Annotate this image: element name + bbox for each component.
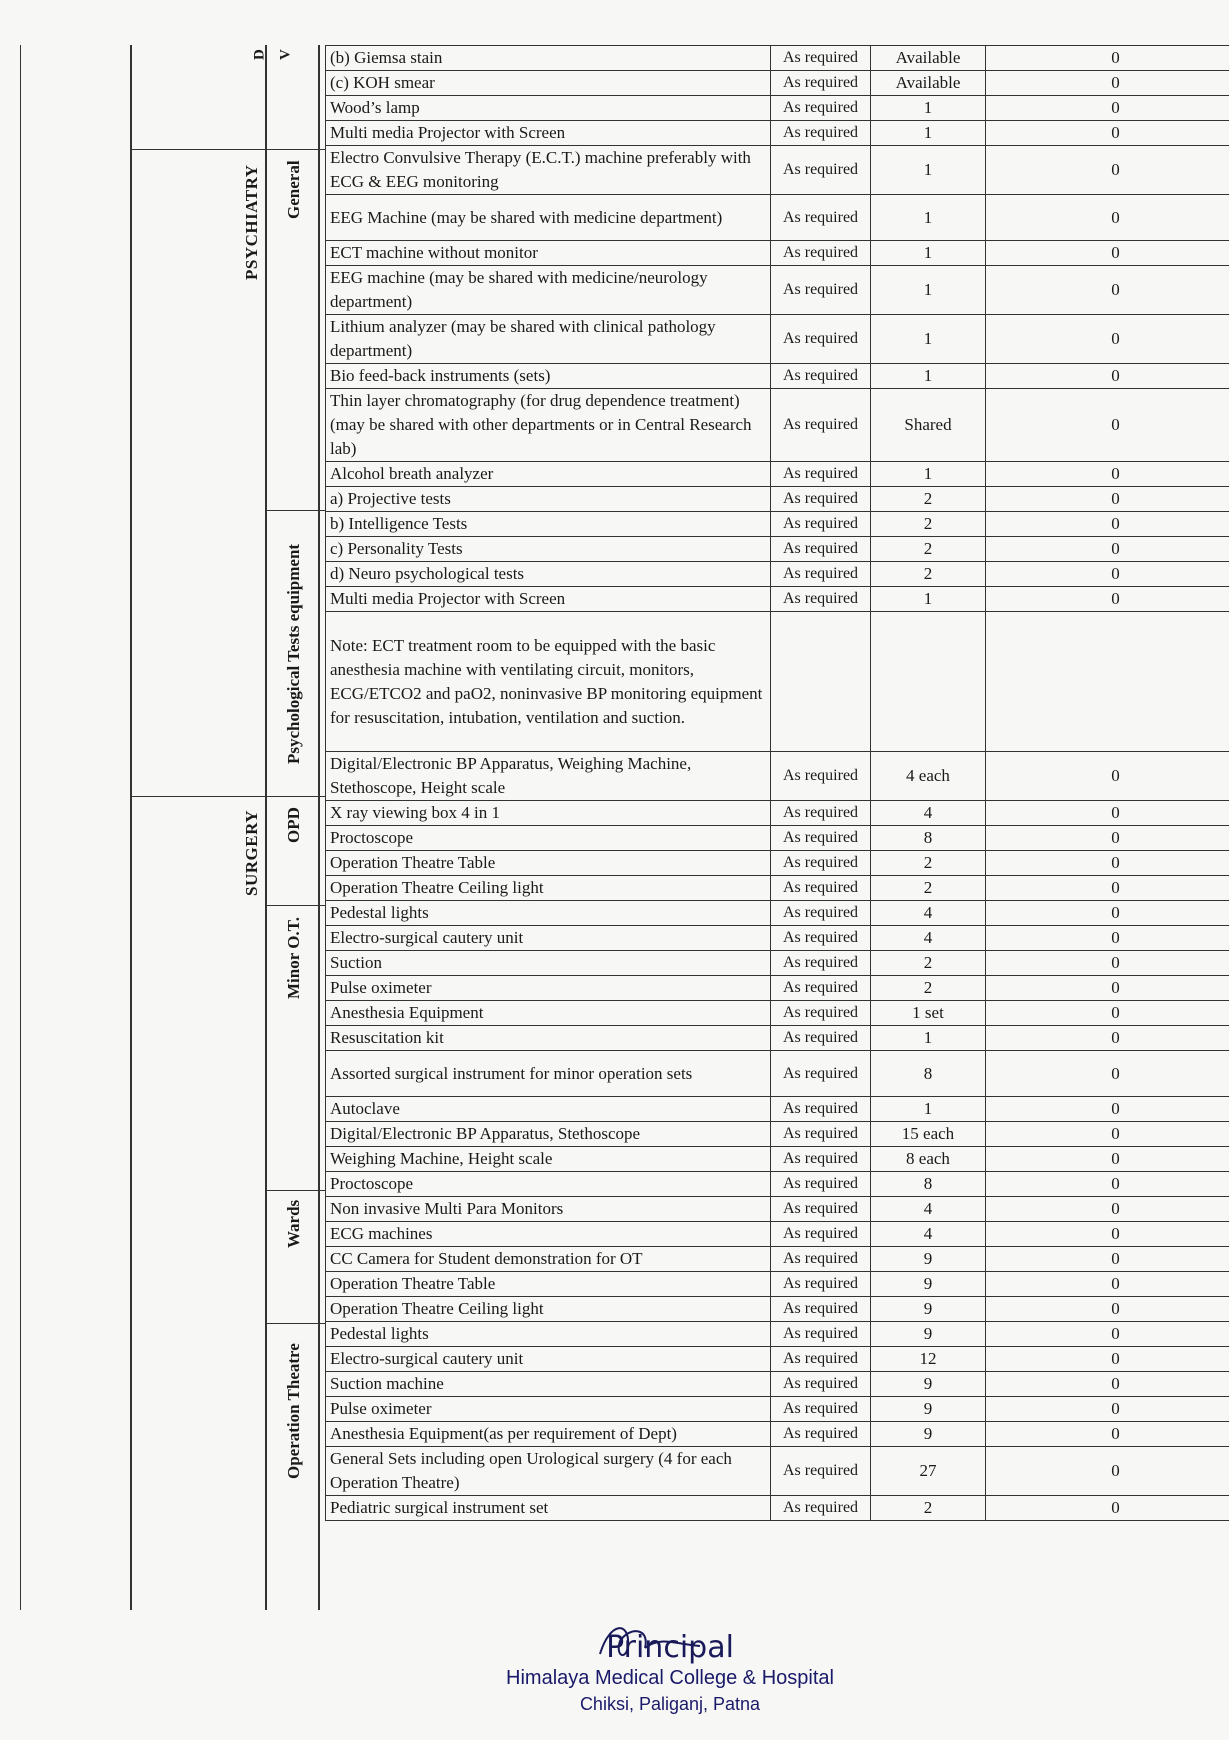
count-cell: 0: [986, 1247, 1229, 1272]
item-cell: Proctoscope: [326, 1172, 771, 1197]
section-label-ot: Operation Theatre: [284, 1343, 303, 1479]
item-cell: Digital/Electronic BP Apparatus, Weighing Machine, Stethoscope, Height scale: [326, 752, 771, 801]
item-cell: Assorted surgical instrument for minor operation sets: [326, 1051, 771, 1097]
table-row: [326, 1051, 1229, 1097]
available-cell: 4: [871, 1197, 986, 1222]
available-cell: 2: [871, 976, 986, 1001]
item-cell: Pulse oximeter: [326, 1397, 771, 1422]
count-cell: 0: [986, 537, 1229, 562]
available-cell: 1: [871, 121, 986, 146]
item-cell: Anesthesia Equipment(as per requirement of Dept): [326, 1422, 771, 1447]
count-cell: 0: [986, 587, 1229, 612]
available-cell: 2: [871, 1496, 986, 1521]
table-row: [326, 195, 1229, 241]
available-cell: 8 each: [871, 1147, 986, 1172]
dept-label-surgery: SURGERY: [242, 809, 261, 897]
required-cell: As required: [771, 826, 871, 851]
available-cell: 1 set: [871, 1001, 986, 1026]
available-cell: 1: [871, 587, 986, 612]
table-row: [326, 1322, 1229, 1347]
table-row: [326, 46, 1229, 71]
item-cell: Operation Theatre Ceiling light: [326, 1297, 771, 1322]
item-cell: Multi media Projector with Screen: [326, 121, 771, 146]
item-cell: Lithium analyzer (may be shared with clinical pathology department): [326, 315, 771, 364]
item-cell: Thin layer chromatography (for drug dependence treatment) (may be shared with other departments or in Central Research lab): [326, 389, 771, 462]
available-cell: 2: [871, 487, 986, 512]
available-cell: 1: [871, 364, 986, 389]
item-cell: Multi media Projector with Screen: [326, 587, 771, 612]
required-cell: As required: [771, 266, 871, 315]
equipment-table: [325, 45, 1229, 1521]
count-cell: 0: [986, 121, 1229, 146]
required-cell: As required: [771, 1297, 871, 1322]
required-cell: As required: [771, 1422, 871, 1447]
table-row: [326, 71, 1229, 96]
item-cell: Suction: [326, 951, 771, 976]
separator-psychiatry-surgery: [130, 796, 325, 797]
table-row: [326, 241, 1229, 266]
required-cell: As required: [771, 389, 871, 462]
section-label-opd: OPD: [284, 807, 303, 843]
available-cell: 4: [871, 926, 986, 951]
required-cell: As required: [771, 512, 871, 537]
table-row: [326, 851, 1229, 876]
item-cell: Electro-surgical cautery unit: [326, 1347, 771, 1372]
count-cell: 0: [986, 146, 1229, 195]
item-cell: a) Projective tests: [326, 487, 771, 512]
table-row: [326, 315, 1229, 364]
required-cell: As required: [771, 462, 871, 487]
table-row: [326, 1496, 1229, 1521]
item-cell: Pedestal lights: [326, 901, 771, 926]
available-cell: 2: [871, 951, 986, 976]
table-row: [326, 976, 1229, 1001]
separator-wards-ot: [265, 1323, 325, 1324]
count-cell: 0: [986, 801, 1229, 826]
dept-label-d: D: [251, 49, 268, 61]
table-row: [326, 1147, 1229, 1172]
item-cell: b) Intelligence Tests: [326, 512, 771, 537]
count-cell: 0: [986, 926, 1229, 951]
item-cell: Suction machine: [326, 1372, 771, 1397]
item-cell: Note: ECT treatment room to be equipped with the basic anesthesia machine with ventilating circuit, monitors, ECG/ETCO2 and paO2, noninvasive BP monitoring equipment for resuscitation, intubation, ventilation and suction.: [326, 612, 771, 752]
available-cell: 1: [871, 96, 986, 121]
available-cell: 9: [871, 1297, 986, 1322]
margin-line: [20, 45, 21, 1610]
available-cell: 12: [871, 1347, 986, 1372]
item-cell: EEG Machine (may be shared with medicine department): [326, 195, 771, 241]
required-cell: As required: [771, 487, 871, 512]
count-cell: 0: [986, 364, 1229, 389]
required-cell: As required: [771, 901, 871, 926]
equipment-rows: [326, 46, 1229, 1521]
table-row: [326, 1197, 1229, 1222]
item-cell: EEG machine (may be shared with medicine/neurology department): [326, 266, 771, 315]
count-cell: 0: [986, 96, 1229, 121]
item-cell: X ray viewing box 4 in 1: [326, 801, 771, 826]
dept-label-v: V: [277, 49, 294, 61]
available-cell: 9: [871, 1372, 986, 1397]
available-cell: 1: [871, 146, 986, 195]
count-cell: 0: [986, 71, 1229, 96]
table-row: [326, 487, 1229, 512]
table-row: [326, 1397, 1229, 1422]
item-cell: (c) KOH smear: [326, 71, 771, 96]
table-row: [326, 364, 1229, 389]
available-cell: Shared: [871, 389, 986, 462]
department-column-divider: [265, 45, 267, 1610]
principal-stamp: [470, 1630, 870, 1715]
table-row: [326, 1447, 1229, 1496]
available-cell: 15 each: [871, 1122, 986, 1147]
count-cell: [986, 612, 1229, 752]
required-cell: As required: [771, 1097, 871, 1122]
section-label-general: General: [284, 160, 303, 219]
count-cell: 0: [986, 1172, 1229, 1197]
table-left-border: [130, 45, 132, 1610]
section-label-minor-ot: Minor O.T.: [284, 917, 303, 1000]
available-cell: 2: [871, 537, 986, 562]
required-cell: As required: [771, 1147, 871, 1172]
table-row: [326, 1097, 1229, 1122]
required-cell: As required: [771, 926, 871, 951]
table-row: [326, 512, 1229, 537]
table-row: [326, 1001, 1229, 1026]
item-cell: Operation Theatre Table: [326, 851, 771, 876]
required-cell: As required: [771, 1197, 871, 1222]
available-cell: 27: [871, 1447, 986, 1496]
count-cell: 0: [986, 389, 1229, 462]
principal-signature: [470, 1630, 870, 1665]
available-cell: 1: [871, 266, 986, 315]
count-cell: 0: [986, 46, 1229, 71]
required-cell: As required: [771, 752, 871, 801]
required-cell: As required: [771, 1447, 871, 1496]
table-row: [326, 1247, 1229, 1272]
available-cell: 1: [871, 195, 986, 241]
table-row: [326, 1297, 1229, 1322]
available-cell: 2: [871, 851, 986, 876]
required-cell: As required: [771, 315, 871, 364]
table-row: [326, 537, 1229, 562]
separator-minorot-wards: [265, 1190, 325, 1191]
required-cell: As required: [771, 1247, 871, 1272]
table-row: [326, 1272, 1229, 1297]
item-cell: (b) Giemsa stain: [326, 46, 771, 71]
count-cell: 0: [986, 951, 1229, 976]
table-row: [326, 562, 1229, 587]
required-cell: As required: [771, 1172, 871, 1197]
section-label-wards: Wards: [284, 1199, 303, 1249]
available-cell: 4: [871, 801, 986, 826]
required-cell: As required: [771, 1272, 871, 1297]
item-cell: Wood’s lamp: [326, 96, 771, 121]
required-cell: As required: [771, 1347, 871, 1372]
table-row: [326, 1372, 1229, 1397]
table-row: [326, 266, 1229, 315]
required-cell: [771, 612, 871, 752]
item-cell: General Sets including open Urological surgery (4 for each Operation Theatre): [326, 1447, 771, 1496]
table-row: [326, 1172, 1229, 1197]
required-cell: As required: [771, 951, 871, 976]
available-cell: 1: [871, 241, 986, 266]
required-cell: As required: [771, 851, 871, 876]
item-cell: Anesthesia Equipment: [326, 1001, 771, 1026]
required-cell: As required: [771, 241, 871, 266]
college-name: Himalaya Medical College & Hospital: [506, 1667, 834, 1689]
count-cell: 0: [986, 826, 1229, 851]
required-cell: As required: [771, 1322, 871, 1347]
available-cell: 8: [871, 1172, 986, 1197]
table-row: [326, 1422, 1229, 1447]
available-cell: 9: [871, 1397, 986, 1422]
available-cell: Available: [871, 71, 986, 96]
item-cell: Electro Convulsive Therapy (E.C.T.) machine preferably with ECG & EEG monitoring: [326, 146, 771, 195]
available-cell: 1: [871, 315, 986, 364]
table-row: [326, 951, 1229, 976]
available-cell: Available: [871, 46, 986, 71]
table-row: [326, 587, 1229, 612]
available-cell: 1: [871, 1026, 986, 1051]
count-cell: 0: [986, 266, 1229, 315]
count-cell: 0: [986, 1447, 1229, 1496]
available-cell: [871, 612, 986, 752]
item-cell: Resuscitation kit: [326, 1026, 771, 1051]
required-cell: As required: [771, 976, 871, 1001]
item-cell: d) Neuro psychological tests: [326, 562, 771, 587]
available-cell: 4 each: [871, 752, 986, 801]
count-cell: 0: [986, 1322, 1229, 1347]
required-cell: As required: [771, 1222, 871, 1247]
count-cell: 0: [986, 1272, 1229, 1297]
item-cell: Bio feed-back instruments (sets): [326, 364, 771, 389]
available-cell: 2: [871, 876, 986, 901]
table-row: [326, 1347, 1229, 1372]
count-cell: 0: [986, 1297, 1229, 1322]
count-cell: 0: [986, 876, 1229, 901]
table-row: [326, 901, 1229, 926]
available-cell: 4: [871, 1222, 986, 1247]
item-cell: ECT machine without monitor: [326, 241, 771, 266]
table-row: [326, 876, 1229, 901]
section-label-psych-tests: Psychological Tests equipment: [284, 543, 303, 765]
available-cell: 8: [871, 1051, 986, 1097]
count-cell: 0: [986, 851, 1229, 876]
available-cell: 2: [871, 562, 986, 587]
item-cell: c) Personality Tests: [326, 537, 771, 562]
item-cell: ECG machines: [326, 1222, 771, 1247]
item-cell: Proctoscope: [326, 826, 771, 851]
signature-scribble-icon: [590, 1616, 710, 1666]
required-cell: As required: [771, 1372, 871, 1397]
table-row: [326, 121, 1229, 146]
table-row: [326, 96, 1229, 121]
required-cell: As required: [771, 876, 871, 901]
table-row: [326, 826, 1229, 851]
available-cell: 1: [871, 462, 986, 487]
available-cell: 9: [871, 1322, 986, 1347]
count-cell: 0: [986, 1147, 1229, 1172]
table-row: [326, 462, 1229, 487]
item-cell: Alcohol breath analyzer: [326, 462, 771, 487]
required-cell: As required: [771, 1051, 871, 1097]
table-row: [326, 1026, 1229, 1051]
required-cell: As required: [771, 195, 871, 241]
item-cell: Electro-surgical cautery unit: [326, 926, 771, 951]
table-row: [326, 1222, 1229, 1247]
available-cell: 9: [871, 1247, 986, 1272]
separator-general-psychtests: [265, 510, 325, 511]
count-cell: 0: [986, 512, 1229, 537]
table-row: [326, 1122, 1229, 1147]
table-row: [326, 612, 1229, 752]
count-cell: 0: [986, 1051, 1229, 1097]
count-cell: 0: [986, 1122, 1229, 1147]
available-cell: 9: [871, 1422, 986, 1447]
separator-opd-minorot: [265, 905, 325, 906]
required-cell: As required: [771, 46, 871, 71]
count-cell: 0: [986, 752, 1229, 801]
item-cell: Pulse oximeter: [326, 976, 771, 1001]
count-cell: 0: [986, 195, 1229, 241]
count-cell: 0: [986, 487, 1229, 512]
item-cell: Digital/Electronic BP Apparatus, Stethoscope: [326, 1122, 771, 1147]
section-column-divider: [318, 45, 320, 1610]
required-cell: As required: [771, 1397, 871, 1422]
count-cell: 0: [986, 315, 1229, 364]
item-cell: CC Camera for Student demonstration for OT: [326, 1247, 771, 1272]
count-cell: 0: [986, 462, 1229, 487]
available-cell: 1: [871, 1097, 986, 1122]
required-cell: As required: [771, 121, 871, 146]
count-cell: 0: [986, 976, 1229, 1001]
available-cell: 2: [871, 512, 986, 537]
item-cell: Weighing Machine, Height scale: [326, 1147, 771, 1172]
item-cell: Operation Theatre Table: [326, 1272, 771, 1297]
item-cell: Non invasive Multi Para Monitors: [326, 1197, 771, 1222]
table-row: [326, 926, 1229, 951]
count-cell: 0: [986, 1347, 1229, 1372]
item-cell: Autoclave: [326, 1097, 771, 1122]
required-cell: As required: [771, 71, 871, 96]
dept-label-psychiatry: PSYCHIATRY: [242, 164, 261, 280]
count-cell: 0: [986, 1097, 1229, 1122]
required-cell: As required: [771, 1122, 871, 1147]
count-cell: 0: [986, 1372, 1229, 1397]
item-cell: Pedestal lights: [326, 1322, 771, 1347]
count-cell: 0: [986, 1496, 1229, 1521]
required-cell: As required: [771, 146, 871, 195]
required-cell: As required: [771, 1026, 871, 1051]
count-cell: 0: [986, 1422, 1229, 1447]
separator-dv-psychiatry: [130, 149, 325, 150]
available-cell: 8: [871, 826, 986, 851]
college-address: Chiksi, Paliganj, Patna: [579, 1694, 761, 1714]
count-cell: 0: [986, 1026, 1229, 1051]
table-row: [326, 146, 1229, 195]
required-cell: As required: [771, 1496, 871, 1521]
count-cell: 0: [986, 562, 1229, 587]
count-cell: 0: [986, 1222, 1229, 1247]
table-row: [326, 389, 1229, 462]
count-cell: 0: [986, 241, 1229, 266]
required-cell: As required: [771, 587, 871, 612]
required-cell: As required: [771, 801, 871, 826]
table-row: [326, 801, 1229, 826]
count-cell: 0: [986, 901, 1229, 926]
required-cell: As required: [771, 562, 871, 587]
item-cell: Pediatric surgical instrument set: [326, 1496, 771, 1521]
required-cell: As required: [771, 1001, 871, 1026]
required-cell: As required: [771, 537, 871, 562]
available-cell: 4: [871, 901, 986, 926]
item-cell: Operation Theatre Ceiling light: [326, 876, 771, 901]
count-cell: 0: [986, 1397, 1229, 1422]
required-cell: As required: [771, 364, 871, 389]
signature-text: Principal: [606, 1630, 734, 1665]
count-cell: 0: [986, 1197, 1229, 1222]
available-cell: 9: [871, 1272, 986, 1297]
table-row: [326, 752, 1229, 801]
required-cell: As required: [771, 96, 871, 121]
count-cell: 0: [986, 1001, 1229, 1026]
